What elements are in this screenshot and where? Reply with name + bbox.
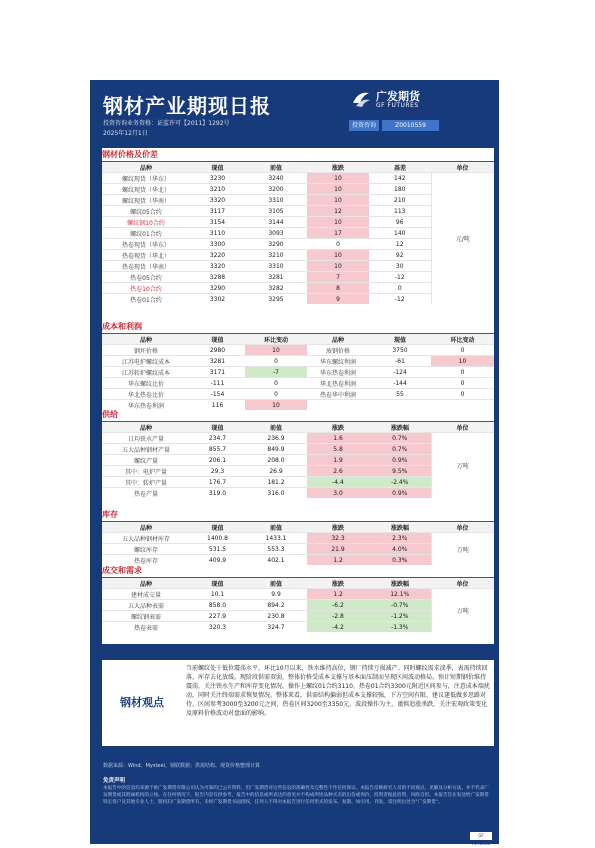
cell-value: 1.2 [307,589,369,600]
cell-value: 3310 [245,195,307,206]
cell-value: 1400.8 [190,533,245,544]
cell-value: 0 [245,356,307,367]
cell-value: 3200 [245,184,307,195]
table-header-row [102,578,494,589]
view-text: 当前螺纹处于低位震荡水平，环比10月以来，铁水维持高位，钢厂持续亏损减产。同时螺纹需求淡季，表需持续回落，库存去化放缓。现阶段供需双弱，整体价格受成本支撑与基本面压制而呈现区间波动格局。预计短期钢价维持震荡，关注铁水生产和库存变化情况。操作上螺纹01合约3110、热卷01合约3300元附近区间参与，注意成本端扰动，同时关注终端需求恢复情况。整体来看，供需结构偏弱但成本支撑较强，下方空间有限，建议逢低做多思路对待，区间参考3000至3200元之间，热卷区间3200至3350元，波段操作为主，谨慎追涨杀跌，关注宏观政策变化及原料价格波动对盘面的影响。 [186,665,490,717]
cell-value: 894.2 [245,600,307,611]
table-header-row [102,334,494,345]
table-row [102,533,494,544]
table-header-row [102,162,494,173]
cell-value: 12 [307,206,369,217]
cell-value: 30 [369,261,431,272]
row-label: 螺纹库存 [102,544,190,555]
column-header: 现值 [190,578,245,589]
table-row [102,173,494,184]
cell-value: 3144 [245,217,307,228]
cell-value: 0 [431,389,494,400]
cell-value: 0.9% [369,488,431,499]
cell-value: 92 [369,250,431,261]
section-inventory: 库存 [102,510,494,522]
cell-value: -1.3% [369,622,431,633]
cell-value: 3240 [245,173,307,184]
cell-value: 3302 [190,294,245,305]
data-content [102,148,494,644]
column-header: 品种 [102,334,190,345]
cell-value: 234.7 [190,433,245,444]
cell-value: 3230 [190,173,245,184]
cell-value [369,400,431,411]
column-header: 单位 [431,578,494,589]
column-header: 现值 [369,334,431,345]
cell-value: 3320 [190,261,245,272]
row-label: 华北热卷利润 [307,378,369,389]
column-header: 品种 [102,422,190,433]
cell-value: 116 [190,400,245,411]
cell-value: -7 [245,367,307,378]
cell-value: 3320 [190,195,245,206]
cell-value: 8 [307,283,369,294]
cell-value: -1.2% [369,611,431,622]
table-row [102,356,494,367]
cell-value: 3220 [190,250,245,261]
cell-value: -2.4% [369,477,431,488]
column-header: 涨跌 [307,522,369,533]
column-header: 单位 [431,422,494,433]
cell-value: 10 [307,217,369,228]
table-row [102,345,494,356]
unit-cell: 万吨 [431,589,494,633]
cell-value: 227.9 [190,611,245,622]
row-label [307,400,369,411]
cell-value: 0 [245,389,307,400]
cell-value: 3117 [190,206,245,217]
cell-value: 3282 [245,283,307,294]
cost-table [102,334,494,410]
cell-value: 3171 [190,367,245,378]
cell-value: 10 [245,345,307,356]
cell-value: 858.0 [190,600,245,611]
cell-value: 0 [307,239,369,250]
column-header: 涨跌幅 [369,522,431,533]
cell-value: 230.8 [245,611,307,622]
row-label: 建材成交量 [102,589,190,600]
cell-value: -2.8 [307,611,369,622]
cell-value: -12 [369,272,431,283]
row-label: 废钢价格 [307,345,369,356]
row-label: 五大品种钢材产量 [102,444,190,455]
cell-value: 142 [369,173,431,184]
row-label: 热卷01合约 [102,294,190,305]
column-header: 单位 [431,162,494,173]
row-label: 热卷库存 [102,555,190,566]
license-text: 投资咨询业务资格：证监许可【2011】1292号 [103,120,230,127]
cell-value: 0.9% [369,455,431,466]
cell-value: 531.5 [190,544,245,555]
row-label: 日均铁水产量 [102,433,190,444]
row-label: 热卷华中利润 [307,389,369,400]
row-label: 江苏电炉螺纹成本 [102,356,190,367]
row-label: 其中：电炉产量 [102,466,190,477]
column-header: 前值 [245,422,307,433]
cell-value: -6.2 [307,600,369,611]
cell-value: 3300 [190,239,245,250]
cell-value: 3290 [190,283,245,294]
consult-tag-value: Z0010559 [382,120,439,131]
table-row [102,378,494,389]
cell-value: 3310 [245,261,307,272]
cell-value: 140 [369,228,431,239]
row-label: 螺纹现货（华东） [102,173,190,184]
cell-value: 32.3 [307,533,369,544]
column-header: 现值 [190,162,245,173]
section-supply: 供给 [102,410,494,422]
column-header: 涨跌 [307,422,369,433]
row-label: 热卷产量 [102,488,190,499]
data-source: 数据来源：Wind、Mysteel、钢联数据；供需结构、现货价格整理计算 [103,763,260,769]
cell-value: 113 [369,206,431,217]
cell-value: 208.0 [245,455,307,466]
row-label: 热卷10合约 [102,283,190,294]
cell-value: 10 [307,261,369,272]
column-header: 品种 [307,334,369,345]
column-header: 前值 [245,162,307,173]
supply-table [102,422,494,498]
row-label: 螺纹01合约 [102,228,190,239]
cell-value: 0 [245,378,307,389]
cell-value: 3750 [369,345,431,356]
row-label: 华东螺纹利润 [307,356,369,367]
column-header: 涨跌幅 [369,422,431,433]
cell-value: 1.6 [307,433,369,444]
unit-cell: 元/吨 [431,173,494,305]
logo-text-en: GF FUTURES [376,102,419,109]
row-label: 热卷现货（华北） [102,250,190,261]
cell-value: 10 [307,195,369,206]
column-header: 现值 [190,422,245,433]
table-row [102,589,494,600]
section-trade: 成交和需求 [102,566,494,578]
cell-value: 10 [431,356,494,367]
cell-value: 2980 [190,345,245,356]
unit-cell: 万吨 [431,433,494,499]
cell-value: 236.9 [245,433,307,444]
cell-value: -0.7% [369,600,431,611]
row-label: 螺纹产量 [102,455,190,466]
column-header: 单位 [431,522,494,533]
cell-value: 0 [431,367,494,378]
trade-table [102,578,494,632]
row-label: 五大品种表需 [102,600,190,611]
cell-value: -124 [369,367,431,378]
cell-value: 5.8 [307,444,369,455]
cell-value: 1.2 [307,555,369,566]
cell-value: -144 [369,378,431,389]
cell-value: 3093 [245,228,307,239]
column-header: 现值 [190,334,245,345]
unit-cell: 万吨 [431,533,494,566]
price-table [102,162,494,304]
cell-value: 319.0 [190,488,245,499]
cell-value: 2.6 [307,466,369,477]
cell-value: 10.1 [190,589,245,600]
table-row [102,433,494,444]
cell-value: 176.7 [190,477,245,488]
cell-value: 0 [369,283,431,294]
column-header: 环比变动 [245,334,307,345]
column-header: 品种 [102,162,190,173]
cell-value: 3110 [190,228,245,239]
view-title: 钢材观点 [120,696,164,709]
column-header: 基差 [369,162,431,173]
row-label: 华东热卷利润 [102,400,190,411]
cell-value: 0.3% [369,555,431,566]
cell-value: 1.9 [307,455,369,466]
table-row [102,367,494,378]
row-label: 螺纹现货（华南） [102,195,190,206]
column-header: 现值 [190,522,245,533]
cell-value: 21.9 [307,544,369,555]
cell-value: 26.9 [245,466,307,477]
market-view [102,660,494,746]
table-row [102,400,494,411]
cell-value: 55 [369,389,431,400]
column-header: 涨跌 [307,578,369,589]
cell-value: -61 [369,356,431,367]
cell-value: 10 [245,400,307,411]
row-label: 热卷表需 [102,622,190,633]
cell-value: 553.3 [245,544,307,555]
row-label: 钢坯价格 [102,345,190,356]
row-label: 华东热卷利润 [307,367,369,378]
cell-value: 320.3 [190,622,245,633]
consult-tag-label: 投资咨询 [349,120,379,131]
row-label: 五大品种钢材库存 [102,533,190,544]
table-row [102,389,494,400]
row-label: 华东螺纹比价 [102,378,190,389]
cell-value: 10 [307,184,369,195]
report-title: 钢材产业期现日报 [103,94,271,118]
cell-value: -12 [369,294,431,305]
cell-value: 3.0 [307,488,369,499]
row-label: 华北热卷比价 [102,389,190,400]
cell-value: 1433.1 [245,533,307,544]
disclaimer-title: 免责声明 [103,778,126,784]
footer-badge: GF FUTURES [471,833,491,846]
cell-value: 3281 [190,356,245,367]
cell-value: 0 [431,378,494,389]
row-label: 螺纹现货（华北） [102,184,190,195]
cell-value: -4.4 [307,477,369,488]
cell-value: 10 [307,173,369,184]
cell-value: 3290 [245,239,307,250]
column-header: 品种 [102,578,190,589]
cell-value: 0.7% [369,444,431,455]
cell-value: 402.1 [245,555,307,566]
disclaimer-text: 本报告中的信息均来源于被广发期货有限公司认为可靠的已公开资料，但广发期货对这些信息的准确性及完整性不作任何保证。本报告反映研究人员的不同观点、见解及分析方法，并不代表广发期货或其附属机构的立场。在任何情况下，报告内容仅供参考，报告中的信息或所表达的意见并不构成所述品种买卖的出价或询价，投资者据此投资，风险自担。本报告旨在发送给广发期货特定客户及其他专业人士，版权归广发期货所有，未经广发期货书面授权，任何人不得对本报告进行任何形式的发布、复制。如引用、刊发，需注明出处为"广发期货"。 [103,786,489,806]
cell-value: 0.7% [369,433,431,444]
cell-value: -111 [190,378,245,389]
table-header-row [102,522,494,533]
cell-value: 316.0 [245,488,307,499]
row-label: 螺纹钢表需 [102,611,190,622]
cell-value: 3154 [190,217,245,228]
cell-value: -154 [190,389,245,400]
cell-value: 96 [369,217,431,228]
cell-value: 29.3 [190,466,245,477]
cell-value: 3281 [245,272,307,283]
cell-value: 3295 [245,294,307,305]
cell-value: 4.0% [369,544,431,555]
column-header: 品种 [102,522,190,533]
row-label: 其中：转炉产量 [102,477,190,488]
cell-value: 12 [369,239,431,250]
cell-value: 855.7 [190,444,245,455]
company-logo [350,86,440,114]
row-label: 热卷现货（华南） [102,261,190,272]
table-header-row [102,422,494,433]
row-label: 热卷05合约 [102,272,190,283]
row-label: 螺纹05合约 [102,206,190,217]
cell-value: 409.9 [190,555,245,566]
section-price: 钢材价格及价差 [102,150,494,162]
cell-value [431,400,494,411]
cell-value: 3210 [245,250,307,261]
row-label: 热卷现货（华东） [102,239,190,250]
cell-value: 3210 [190,184,245,195]
cell-value: 12.1% [369,589,431,600]
cell-value: 9 [307,294,369,305]
logo-mark-icon [350,88,372,110]
cell-value: 3105 [245,206,307,217]
cell-value: 17 [307,228,369,239]
cell-value: 206.1 [190,455,245,466]
cell-value: 2.3% [369,533,431,544]
inventory-table [102,522,494,565]
logo-text-cn: 广发期货 [376,90,420,103]
cell-value: 210 [369,195,431,206]
column-header: 环比变动 [431,334,494,345]
cell-value: 7 [307,272,369,283]
cell-value: 324.7 [245,622,307,633]
cell-value: -4.2 [307,622,369,633]
column-header: 前值 [245,578,307,589]
section-cost: 成本和利润 [102,322,494,334]
report-date: 2025年12月1日 [103,130,148,137]
row-label: 江苏转炉螺纹成本 [102,367,190,378]
cell-value: 181.2 [245,477,307,488]
cell-value: 849.9 [245,444,307,455]
cell-value: 180 [369,184,431,195]
column-header: 涨跌 [307,162,369,173]
column-header: 涨跌幅 [369,578,431,589]
cell-value: 9.9 [245,589,307,600]
cell-value: 0 [431,345,494,356]
cell-value: 3288 [190,272,245,283]
row-label: 螺纹钢10合约 [102,217,190,228]
cell-value: 9.5% [369,466,431,477]
cell-value: 10 [307,250,369,261]
column-header: 前值 [245,522,307,533]
